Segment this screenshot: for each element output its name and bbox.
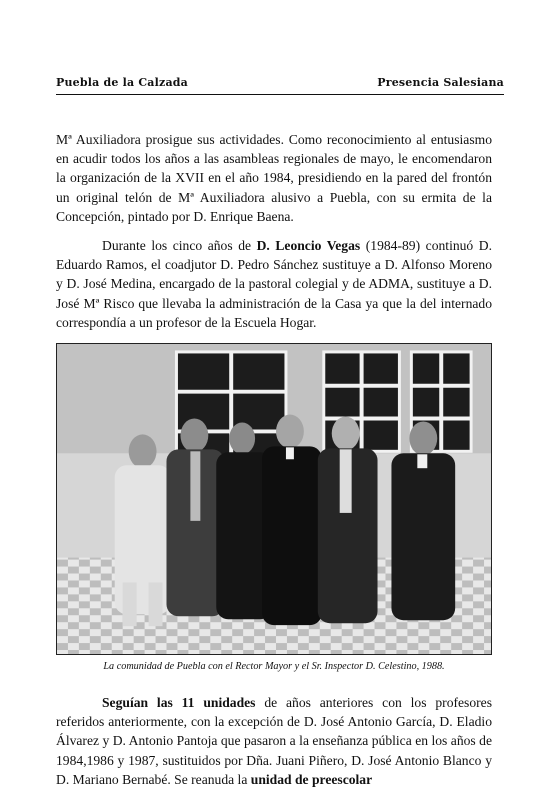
paragraph-3-highlight: unidad de preescolar	[250, 771, 373, 787]
group-photograph	[56, 343, 492, 655]
paragraph-3	[56, 693, 492, 789]
running-header	[56, 72, 504, 95]
paragraph-1: Mª Auxiliadora prosigue sus actividades. Como reconocimiento al entusiasmo en acudir todos los años a las asambleas regionales de mayo, le encomendaron la organización de la XVII en el año 1984, presidiendo en la pared del frontón un original telón de Mª Auxiliadora alusivo a Puebla, con su ermita de la Concepción, pintado por D. Enrique Baena.	[56, 132, 492, 224]
photo-caption: La comunidad de Puebla con el Rector Mayor y el Sr. Inspector D. Celestino, 1988.	[103, 661, 445, 672]
paragraph-2	[56, 236, 492, 332]
paragraph-3-lead: Seguían las 11 unidades	[102, 695, 256, 710]
photograph-image	[57, 344, 491, 654]
paragraph-2-rest: (1984-89) continuó D. Eduardo Ramos, el coadjutor D. Pedro Sánchez sustituye a D. Alfonso Moreno y D. José Medina, encargado de la pastoral colegial y de ADMA, sustituye a D. José Mª Risco que llevaba la administración de la Casa ya que la del internado correspondía a un profesor de la Escuela Hogar.	[56, 238, 492, 330]
paragraph-2-name: D. Leoncio Vegas	[256, 238, 361, 253]
header-left-title: Puebla de la Calzada	[56, 76, 189, 89]
paragraph-3-body: de años anteriores con los profesores referidos anteriormente, con la excepción de D. José Antonio García, D. Eladio Álvarez y D. Antonio Pantoja que pasaron a la enseñanza pública en los años de 1984,1986 y 1987, sustituidos por Dña. Juani Piñero, D. José Antonio Blanco y D. Mariano Bernabé. Se reanuda la	[56, 695, 492, 787]
paragraph-2-start: Durante los cinco años de	[102, 238, 257, 253]
header-right-title: Presencia Salesiana	[377, 76, 504, 89]
